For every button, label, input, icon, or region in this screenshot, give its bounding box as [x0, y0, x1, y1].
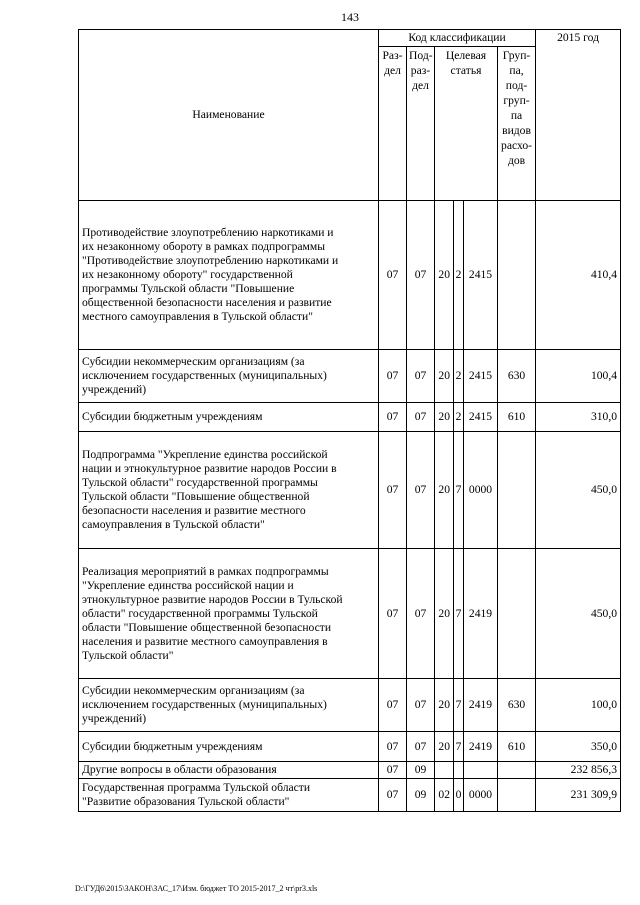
budget-table [78, 29, 621, 812]
row-target-item-subprogram: 7 [454, 549, 464, 679]
row-expense-group [498, 762, 536, 779]
row-target-item-program: 20 [435, 403, 454, 432]
row-name: Противодействие злоупотреблению наркотиками и их незаконному обороту в рамках подпрограммы "Противодействие злоупотреблению наркотиками и их незаконному обороту" государственной программы Тульской области "Повышение общественной безопасности населения и развитие местного самоуправления в Тульской области" [79, 201, 379, 350]
table-row [79, 350, 621, 403]
row-subsection: 09 [407, 779, 435, 812]
row-target-item-program: 20 [435, 549, 454, 679]
row-target-item-subprogram: 0 [454, 779, 464, 812]
file-path-footer: D:\ГУД6\2015\ЗАКОН\ЗАС_17\Изм. бюджет ТО 2015-2017_2 чт\pr3.xls [75, 884, 318, 893]
row-expense-group: 610 [498, 403, 536, 432]
row-amount: 450,0 [536, 432, 621, 549]
row-amount: 350,0 [536, 732, 621, 762]
row-expense-group: 630 [498, 350, 536, 403]
row-expense-group [498, 201, 536, 350]
row-target-item-subprogram: 2 [454, 350, 464, 403]
row-name: Подпрограмма "Укрепление единства российской нации и этнокультурное развитие народов России в Тульской области" государственной программы Тульской области "Повышение общественной безопасности населения и развитие местного самоуправления в Тульской области" [79, 432, 379, 549]
row-name: Субсидии бюджетным учреждениям [79, 403, 379, 432]
row-target-item-direction: 2415 [464, 403, 498, 432]
row-target-item-direction: 2419 [464, 732, 498, 762]
row-amount: 310,0 [536, 403, 621, 432]
row-amount: 100,4 [536, 350, 621, 403]
row-amount: 100,0 [536, 679, 621, 732]
row-target-item-program: 20 [435, 732, 454, 762]
row-expense-group [498, 432, 536, 549]
row-section: 07 [379, 549, 407, 679]
table-row [79, 403, 621, 432]
row-expense-group: 630 [498, 679, 536, 732]
row-section: 07 [379, 350, 407, 403]
row-subsection: 07 [407, 679, 435, 732]
row-subsection: 07 [407, 732, 435, 762]
row-section: 07 [379, 679, 407, 732]
row-amount: 410,4 [536, 201, 621, 350]
row-name: Субсидии некоммерческим организациям (за исключением государственных (муниципальных) учреждений) [79, 350, 379, 403]
row-expense-group [498, 549, 536, 679]
row-section: 07 [379, 779, 407, 812]
row-target-item-program: 20 [435, 679, 454, 732]
header-target-item: Целевая статья [435, 47, 498, 201]
row-target-item-subprogram: 2 [454, 201, 464, 350]
row-subsection: 09 [407, 762, 435, 779]
row-target-item-direction: 0000 [464, 779, 498, 812]
row-section: 07 [379, 432, 407, 549]
table-row [79, 679, 621, 732]
table-row [79, 201, 621, 350]
row-target-item-program: 20 [435, 350, 454, 403]
row-target-item-subprogram: 7 [454, 732, 464, 762]
page-number: 143 [341, 10, 359, 24]
row-section: 07 [379, 403, 407, 432]
row-target-item-subprogram: 2 [454, 403, 464, 432]
row-subsection: 07 [407, 432, 435, 549]
row-subsection: 07 [407, 403, 435, 432]
row-expense-group: 610 [498, 732, 536, 762]
row-amount: 232 856,3 [536, 762, 621, 779]
row-amount: 450,0 [536, 549, 621, 679]
row-subsection: 07 [407, 549, 435, 679]
header-classification-code: Код классификации [379, 30, 536, 47]
table-row [79, 732, 621, 762]
row-section: 07 [379, 201, 407, 350]
row-target-item-direction [464, 762, 498, 779]
row-target-item-program: 20 [435, 201, 454, 350]
row-subsection: 07 [407, 201, 435, 350]
row-subsection: 07 [407, 350, 435, 403]
row-name: Реализация мероприятий в рамках подпрограммы "Укрепление единства российской нации и этнокультурное развитие народов России в Тульской области" государственной программы Тульской области "Повышение общественной безопасности населения и развитие местного самоуправления в Тульской области" [79, 549, 379, 679]
row-target-item-direction: 2415 [464, 350, 498, 403]
row-target-item-subprogram: 7 [454, 432, 464, 549]
row-target-item-direction: 2419 [464, 549, 498, 679]
row-section: 07 [379, 762, 407, 779]
row-target-item-program: 02 [435, 779, 454, 812]
row-target-item-direction: 2415 [464, 201, 498, 350]
table-row [79, 779, 621, 812]
row-target-item-subprogram: 7 [454, 679, 464, 732]
row-name: Субсидии некоммерческим организациям (за исключением государственных (муниципальных) учреждений) [79, 679, 379, 732]
header-name: Наименование [79, 30, 379, 201]
row-target-item-program: 20 [435, 432, 454, 549]
header-expense-group: Груп- па, под- груп- па видов расхо- дов [498, 47, 536, 201]
row-target-item-program [435, 762, 454, 779]
row-name: Субсидии бюджетным учреждениям [79, 732, 379, 762]
row-target-item-direction: 2419 [464, 679, 498, 732]
row-target-item-subprogram [454, 762, 464, 779]
row-target-item-direction: 0000 [464, 432, 498, 549]
row-section: 07 [379, 732, 407, 762]
header-subsection: Под- раз- дел [407, 47, 435, 201]
table-row [79, 549, 621, 679]
table-row [79, 432, 621, 549]
row-amount: 231 309,9 [536, 779, 621, 812]
table-body [79, 201, 621, 812]
header-section: Раз- дел [379, 47, 407, 201]
header-year: 2015 год [536, 30, 621, 201]
table-row [79, 762, 621, 779]
row-name: Другие вопросы в области образования [79, 762, 379, 779]
row-expense-group [498, 779, 536, 812]
row-name: Государственная программа Тульской области "Развитие образования Тульской области" [79, 779, 379, 812]
